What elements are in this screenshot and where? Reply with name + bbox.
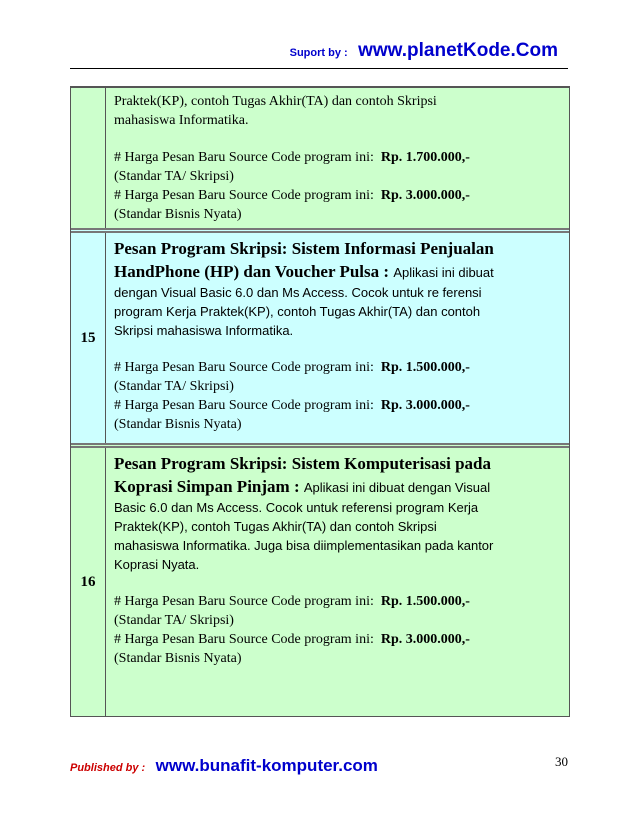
description-line: Praktek(KP), contoh Tugas Akhir(TA) dan contoh Skripsi — [114, 94, 437, 109]
row-number: 16 — [71, 448, 106, 716]
description-line: program Kerja Praktek(KP), contoh Tugas Akhir(TA) dan contoh — [114, 304, 481, 319]
price-line-standard — [114, 592, 561, 611]
price-note: (Standar TA/ Skripsi) — [114, 169, 234, 184]
row-content — [106, 448, 569, 716]
price-note: (Standar Bisnis Nyata) — [114, 207, 242, 222]
publisher-label: Published by : — [70, 762, 146, 774]
price-value: Rp. 1.500.000,- — [380, 360, 470, 375]
price-line-standard — [114, 148, 561, 167]
price-label: # Harga Pesan Baru Source Code program ini: — [114, 360, 374, 375]
price-line-bisnis — [114, 630, 561, 649]
price-note: (Standar TA/ Skripsi) — [114, 379, 234, 394]
description-line: mahasiswa Informatika. — [114, 113, 249, 128]
item-title-line2: Koprasi Simpan Pinjam — [114, 477, 290, 496]
price-line-standard — [114, 358, 561, 377]
price-value: Rp. 3.000.000,- — [380, 188, 470, 203]
price-label: # Harga Pesan Baru Source Code program ini: — [114, 188, 374, 203]
row-number — [71, 88, 106, 228]
publisher-url-link[interactable]: www.bunafit-komputer.com — [155, 756, 378, 775]
price-value: Rp. 1.700.000,- — [380, 150, 470, 165]
page-number: 30 — [555, 754, 568, 769]
price-value: Rp. 3.000.000,- — [380, 632, 470, 647]
table-row — [71, 443, 569, 716]
price-label: # Harga Pesan Baru Source Code program ini: — [114, 150, 374, 165]
price-label: # Harga Pesan Baru Source Code program ini: — [114, 632, 374, 647]
row-content — [106, 88, 569, 228]
row-content — [106, 233, 569, 443]
support-label: Suport by : — [289, 47, 348, 59]
title-separator: : — [289, 477, 304, 496]
description-line: Aplikasi ini dibuat dengan Visual — [303, 480, 491, 495]
price-value: Rp. 1.500.000,- — [380, 594, 470, 609]
price-line-bisnis — [114, 396, 561, 415]
support-url-link[interactable]: www.planetKode.Com — [358, 40, 558, 61]
product-table — [70, 86, 570, 717]
table-row — [71, 228, 569, 443]
page-header — [290, 40, 558, 62]
description-line: Skripsi mahasiswa Informatika. — [114, 323, 294, 338]
header-divider — [70, 68, 568, 69]
description-line: Koprasi Nyata. — [114, 557, 200, 572]
price-note: (Standar Bisnis Nyata) — [114, 417, 242, 432]
table-row — [71, 87, 569, 228]
price-note: (Standar Bisnis Nyata) — [114, 651, 242, 666]
price-label: # Harga Pesan Baru Source Code program ini: — [114, 594, 374, 609]
row-number: 15 — [71, 233, 106, 443]
price-label: # Harga Pesan Baru Source Code program ini: — [114, 398, 374, 413]
description-line: Basic 6.0 dan Ms Access. Cocok untuk referensi program Kerja — [114, 500, 479, 515]
description-line: mahasiswa Informatika. Juga bisa diimplementasikan pada kantor — [114, 538, 494, 553]
description-line: Praktek(KP), contoh Tugas Akhir(TA) dan contoh Skripsi — [114, 519, 437, 534]
item-title: Pesan Program Skripsi: Sistem Komputerisasi pada — [114, 454, 492, 473]
item-title: Pesan Program Skripsi: Sistem Informasi Penjualan — [114, 239, 494, 258]
item-title-line2: HandPhone (HP) dan Voucher Pulsa — [114, 262, 380, 281]
page-footer — [70, 756, 378, 776]
price-value: Rp. 3.000.000,- — [380, 398, 470, 413]
description-line: Aplikasi ini dibuat — [393, 265, 494, 280]
price-line-bisnis — [114, 186, 561, 205]
title-separator: : — [379, 262, 394, 281]
description-line: dengan Visual Basic 6.0 dan Ms Access. Cocok untuk re ferensi — [114, 285, 482, 300]
price-note: (Standar TA/ Skripsi) — [114, 613, 234, 628]
